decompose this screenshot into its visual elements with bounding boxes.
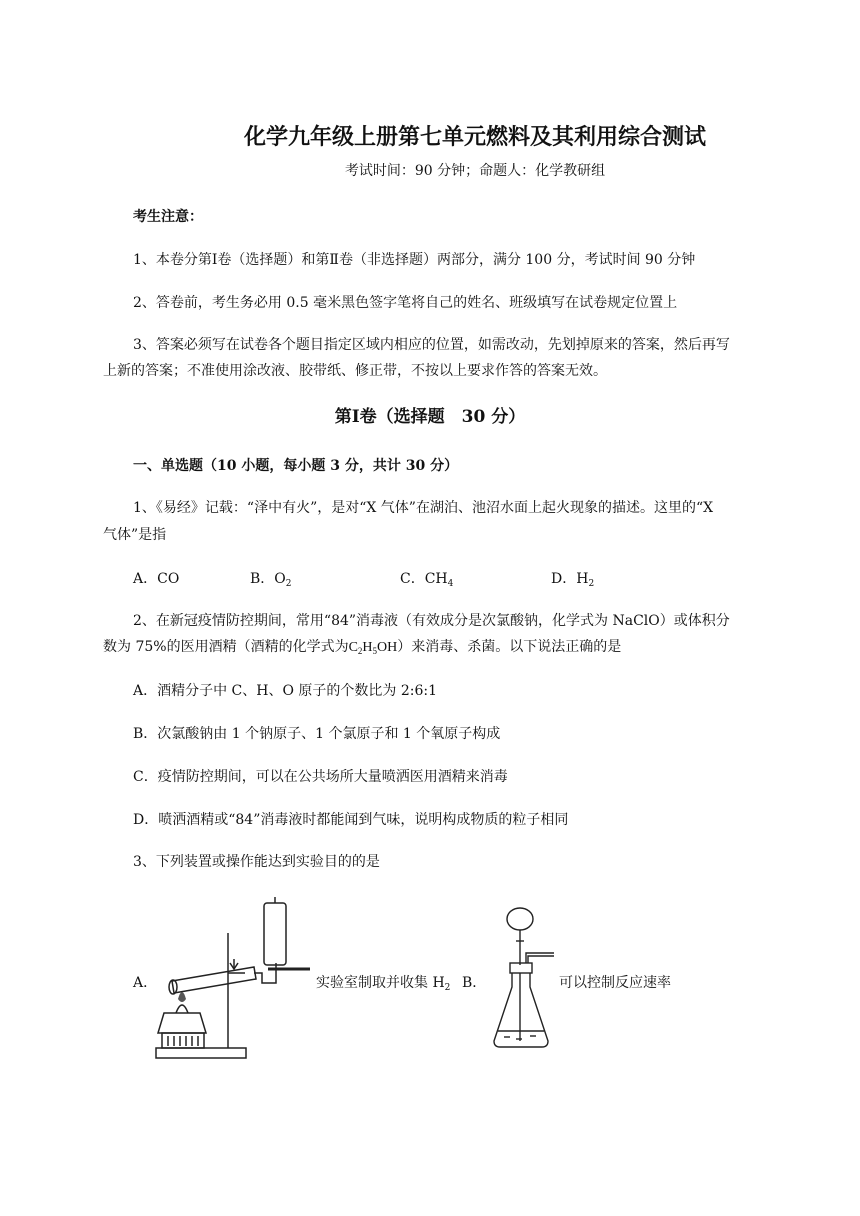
notice-item-3: 3、答案必须写在试卷各个题目指定区域内相应的位置，如需改动，先划掉原来的答案，然后再写 [133,337,730,353]
conical-flask [494,973,548,1047]
collection-bottle [264,903,286,965]
q2-option-a: A．酒精分子中 C、H、O 原子的个数比为 2:6:1 [133,683,438,699]
q1-option-d: D．$H_2$ [551,571,595,589]
alcohol-lamp [158,1013,206,1033]
q1-option-c: C．$CH_4$ [400,571,454,589]
stand-base [156,1048,246,1058]
test-tube [172,967,256,993]
exam-info: 考试时间：90 分钟；命题人：化学教研组 [344,163,606,179]
q3-option-a-label: A． [133,975,158,991]
q2-option-c: C．疫情防控期间，可以在公共场所大量喷洒医用酒精来消毒 [133,769,508,785]
notice-item-1: 1、本卷分第Ⅰ卷（选择题）和第Ⅱ卷（非选择题）两部分，满分 100 分，考试时间 90 分钟 [133,252,696,268]
notice-item-2: 2、答卷前，考生务必用 0.5 毫米黑色签字笔将自己的姓名、班级填写在试卷规定位置上 [133,295,678,311]
gas-collection-apparatus-figure [150,893,315,1065]
q2-stem-line1: 2、在新冠疫情防控期间，常用“84”消毒液（有效成分是次氯酸钠，化学式为 NaClO）或体积分 [133,613,730,629]
q2-option-b: B．次氯酸钠由 1 个钠原子、1 个氯原子和 1 个氧原子构成 [133,726,501,742]
section-title: 第Ⅰ卷（选择题 30 分） [334,407,526,427]
q1-stem-line2: 气体”是指 [103,527,167,543]
q1-stem-line1: 1、《易经》记载：“泽中有火”，是对“X 气体”在湖泊、池沼水面上起火现象的描述。这里的“X [133,500,714,516]
q3-stem: 3、下列装置或操作能达到实验目的的是 [133,854,380,870]
page-title: 化学九年级上册第七单元燃料及其利用综合测试 [243,124,706,150]
q3-option-b-label: B． [462,975,487,991]
ethanol-formula: $C_2H_5OH$ [348,640,398,656]
conical-flask-figure [490,905,558,1050]
notice-heading: 考生注意： [133,209,203,225]
q1-option-b: B．$O_2$ [250,571,292,589]
part-heading: 一、单选题（10 小题，每小题 3 分，共计 30 分） [133,458,459,474]
notice-item-3-cont: 上新的答案；不准使用涂改液、胶带纸、修正带，不按以上要求作答的答案无效。 [103,363,607,379]
q3-option-b-text: 可以控制反应速率 [559,975,671,991]
q2-option-d: D．喷洒酒精或“84”消毒液时都能闻到气味，说明构成物质的粒子相同 [133,812,569,828]
q3-option-a-text: 实验室制取并收集 $H_2$ [316,975,451,993]
q1-option-a: A．CO [133,571,180,587]
q2-stem-line2: 数为 75%的医用酒精（酒精的化学式为$C_2H_5OH$）来消毒、杀菌。以下说法正确的是 [103,639,622,656]
separatory-funnel [507,908,533,930]
